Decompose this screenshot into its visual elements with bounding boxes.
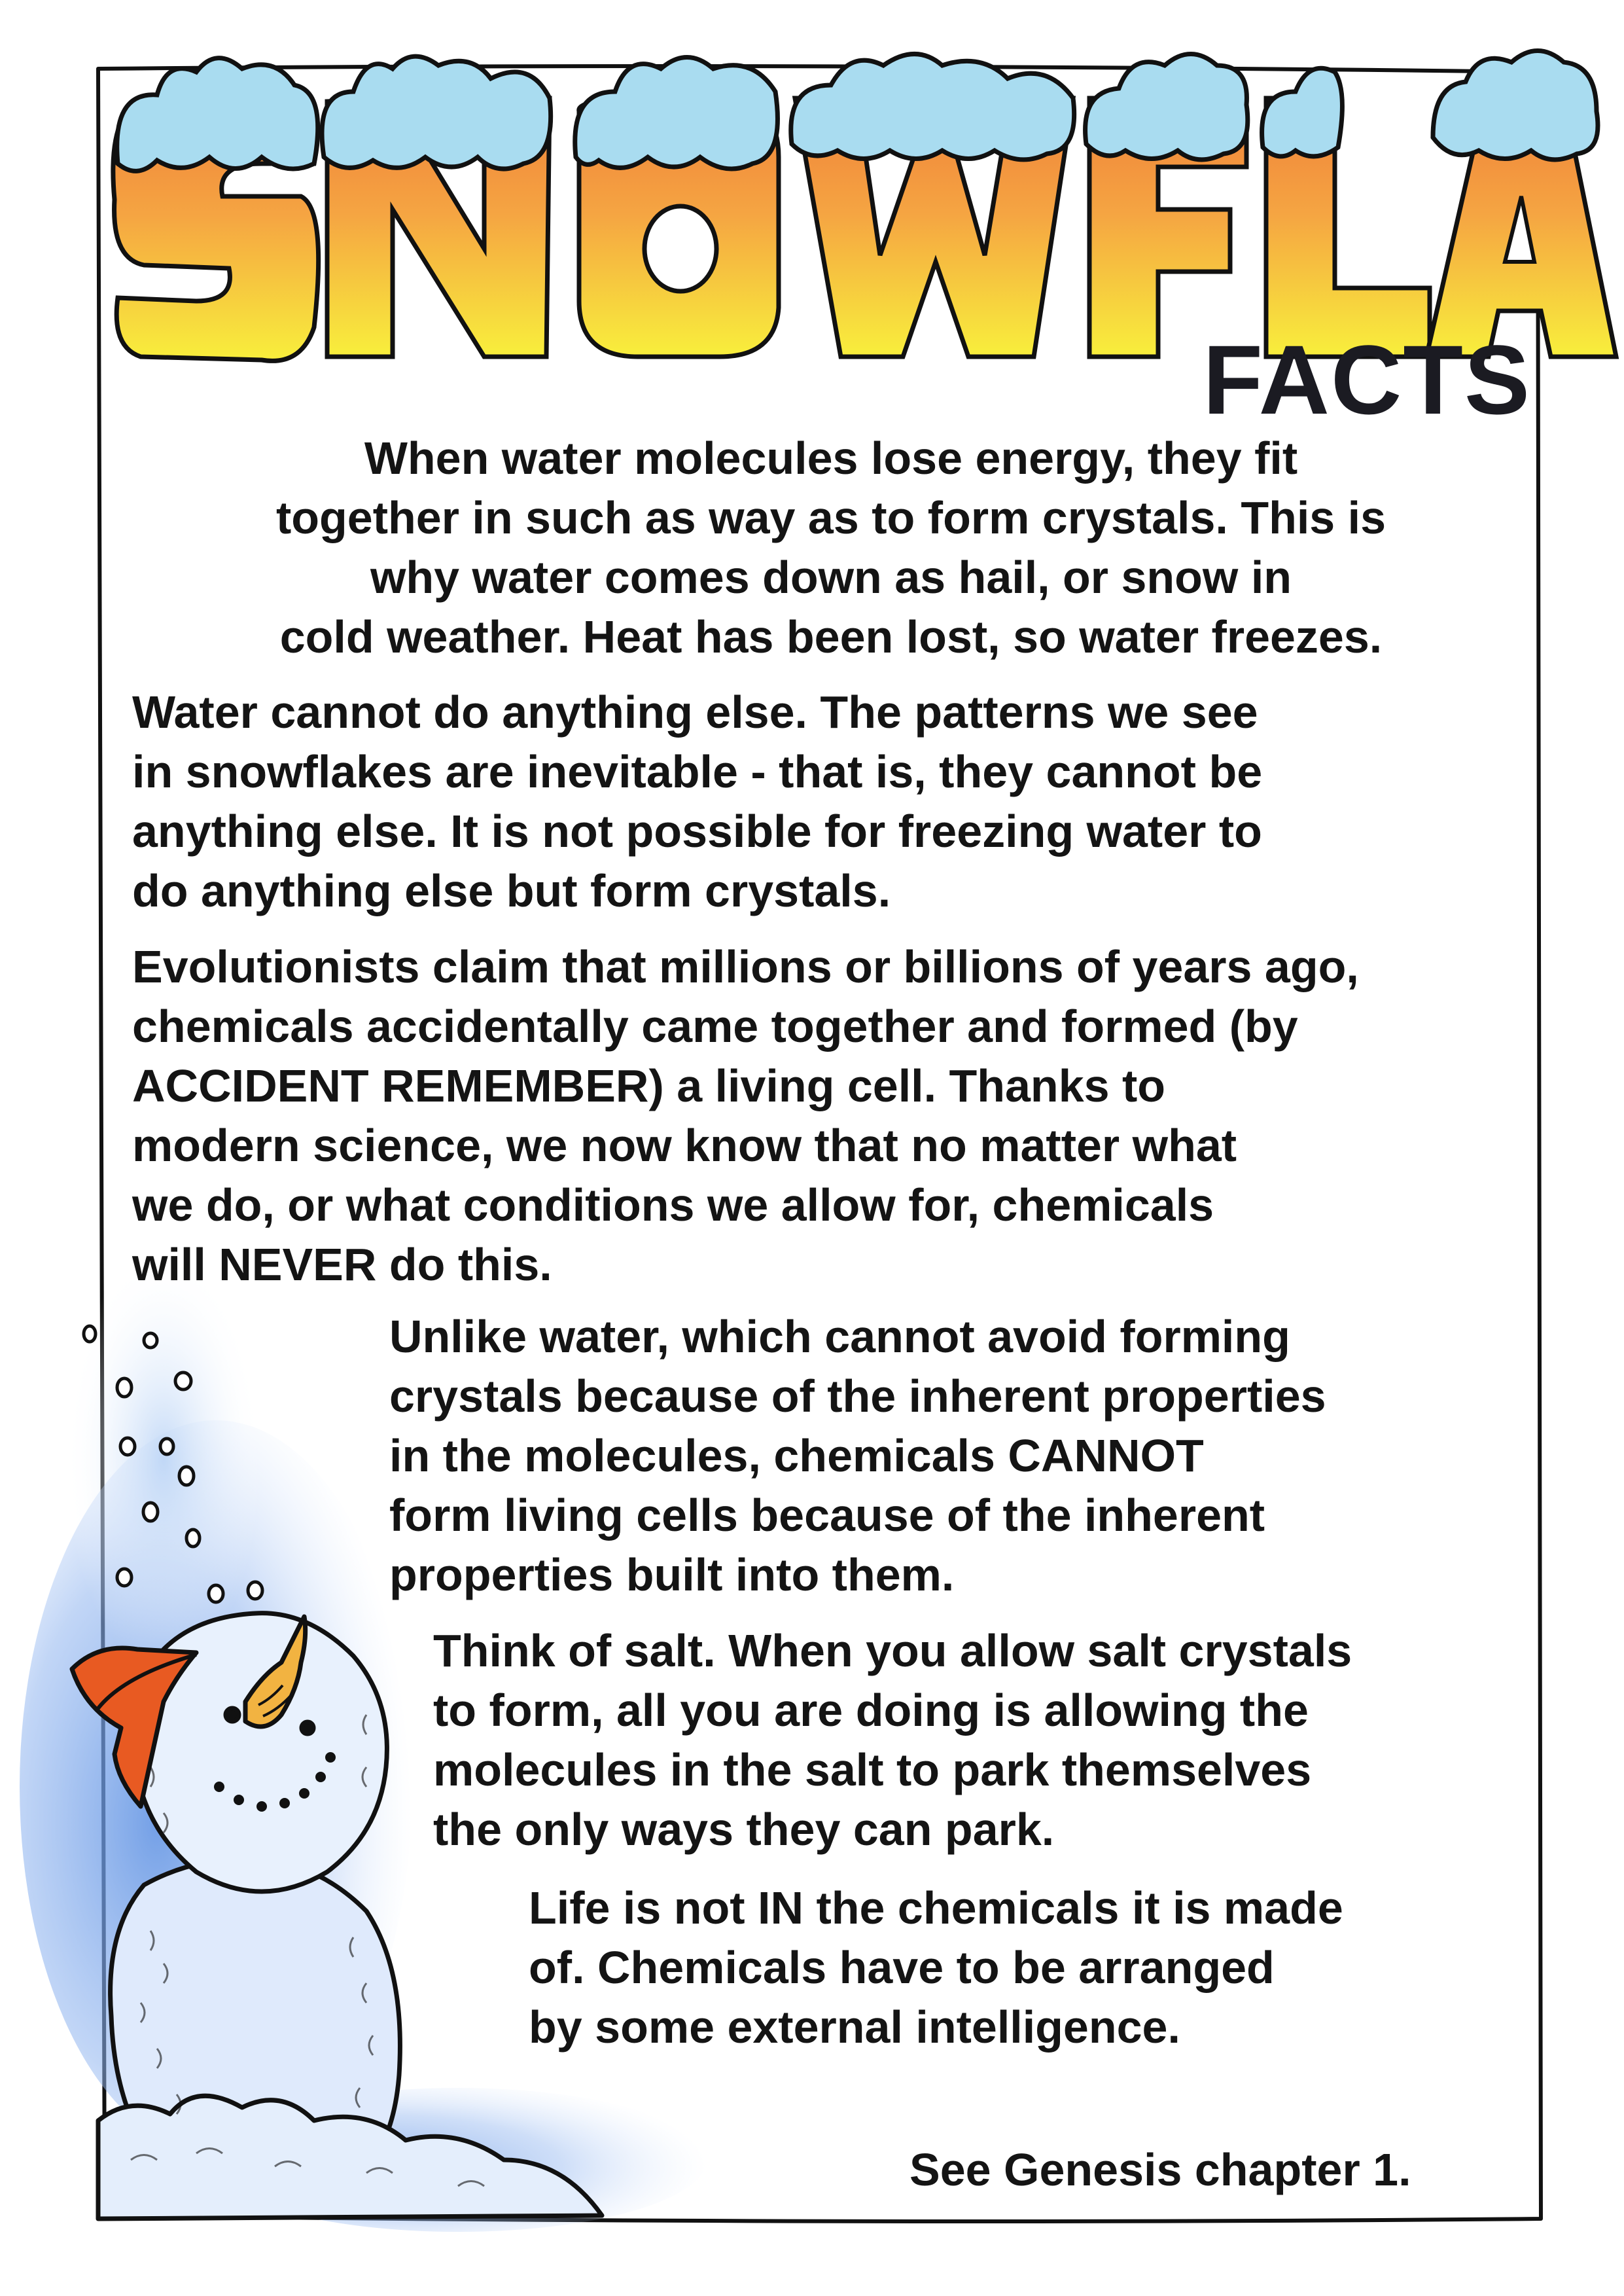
- text-line: do anything else but form crystals.: [132, 865, 891, 916]
- text-line: cold weather. Heat has been lost, so water freezes.: [279, 611, 1383, 662]
- text-line: form living cells because of the inherent: [389, 1490, 1265, 1541]
- snowflake-title-lettering: [113, 51, 1616, 361]
- text-line: Water cannot do anything else. The patterns we see: [132, 687, 1258, 738]
- text-line: together in such as way as to form crystals. This is: [275, 492, 1386, 543]
- text-line: the only ways they can park.: [433, 1804, 1055, 1855]
- paragraph-evolutionists: [132, 937, 1572, 1295]
- text-line: chemicals accidentally came together and formed (by: [132, 1001, 1298, 1052]
- text-line: by some external intelligence.: [529, 2001, 1180, 2053]
- text-line: molecules in the salt to park themselves: [433, 1744, 1312, 1795]
- paragraph-inevitable: [132, 683, 1519, 921]
- text-line: anything else. It is not possible for freezing water to: [132, 806, 1262, 857]
- paragraph-reference: [909, 2140, 1498, 2200]
- text-line: modern science, we now know that no matter what: [132, 1120, 1237, 1171]
- text-line: See Genesis chapter 1.: [909, 2144, 1411, 2195]
- paragraph-life: [529, 1878, 1549, 2057]
- text-line: Unlike water, which cannot avoid forming: [389, 1311, 1290, 1362]
- text-line: Life is not IN the chemicals it is made: [529, 1882, 1343, 1933]
- text-line: properties built into them.: [389, 1549, 955, 1600]
- text-line: to form, all you are doing is allowing the: [433, 1685, 1309, 1736]
- text-line: in snowflakes are inevitable - that is, they cannot be: [132, 746, 1263, 797]
- paragraph-crystals: [131, 429, 1531, 667]
- page-subtitle: FACTS: [1203, 325, 1531, 435]
- text-line: of. Chemicals have to be arranged: [529, 1942, 1275, 1993]
- text-line: Think of salt. When you allow salt crystals: [433, 1625, 1352, 1676]
- text-line: in the molecules, chemicals CANNOT: [389, 1430, 1204, 1481]
- text-line: why water comes down as hail, or snow in: [370, 552, 1292, 603]
- paragraph-unlike-water: [389, 1307, 1534, 1605]
- paragraph-salt: [433, 1621, 1559, 1859]
- text-line: Evolutionists claim that millions or billions of years ago,: [132, 941, 1359, 992]
- text-line: will NEVER do this.: [132, 1239, 552, 1290]
- text-line: ACCIDENT REMEMBER) a living cell. Thanks to: [132, 1060, 1166, 1111]
- text-line: crystals because of the inherent properties: [389, 1371, 1326, 1422]
- text-line: we do, or what conditions we allow for, chemicals: [132, 1179, 1214, 1230]
- text-line: When water molecules lose energy, they fit: [364, 433, 1298, 484]
